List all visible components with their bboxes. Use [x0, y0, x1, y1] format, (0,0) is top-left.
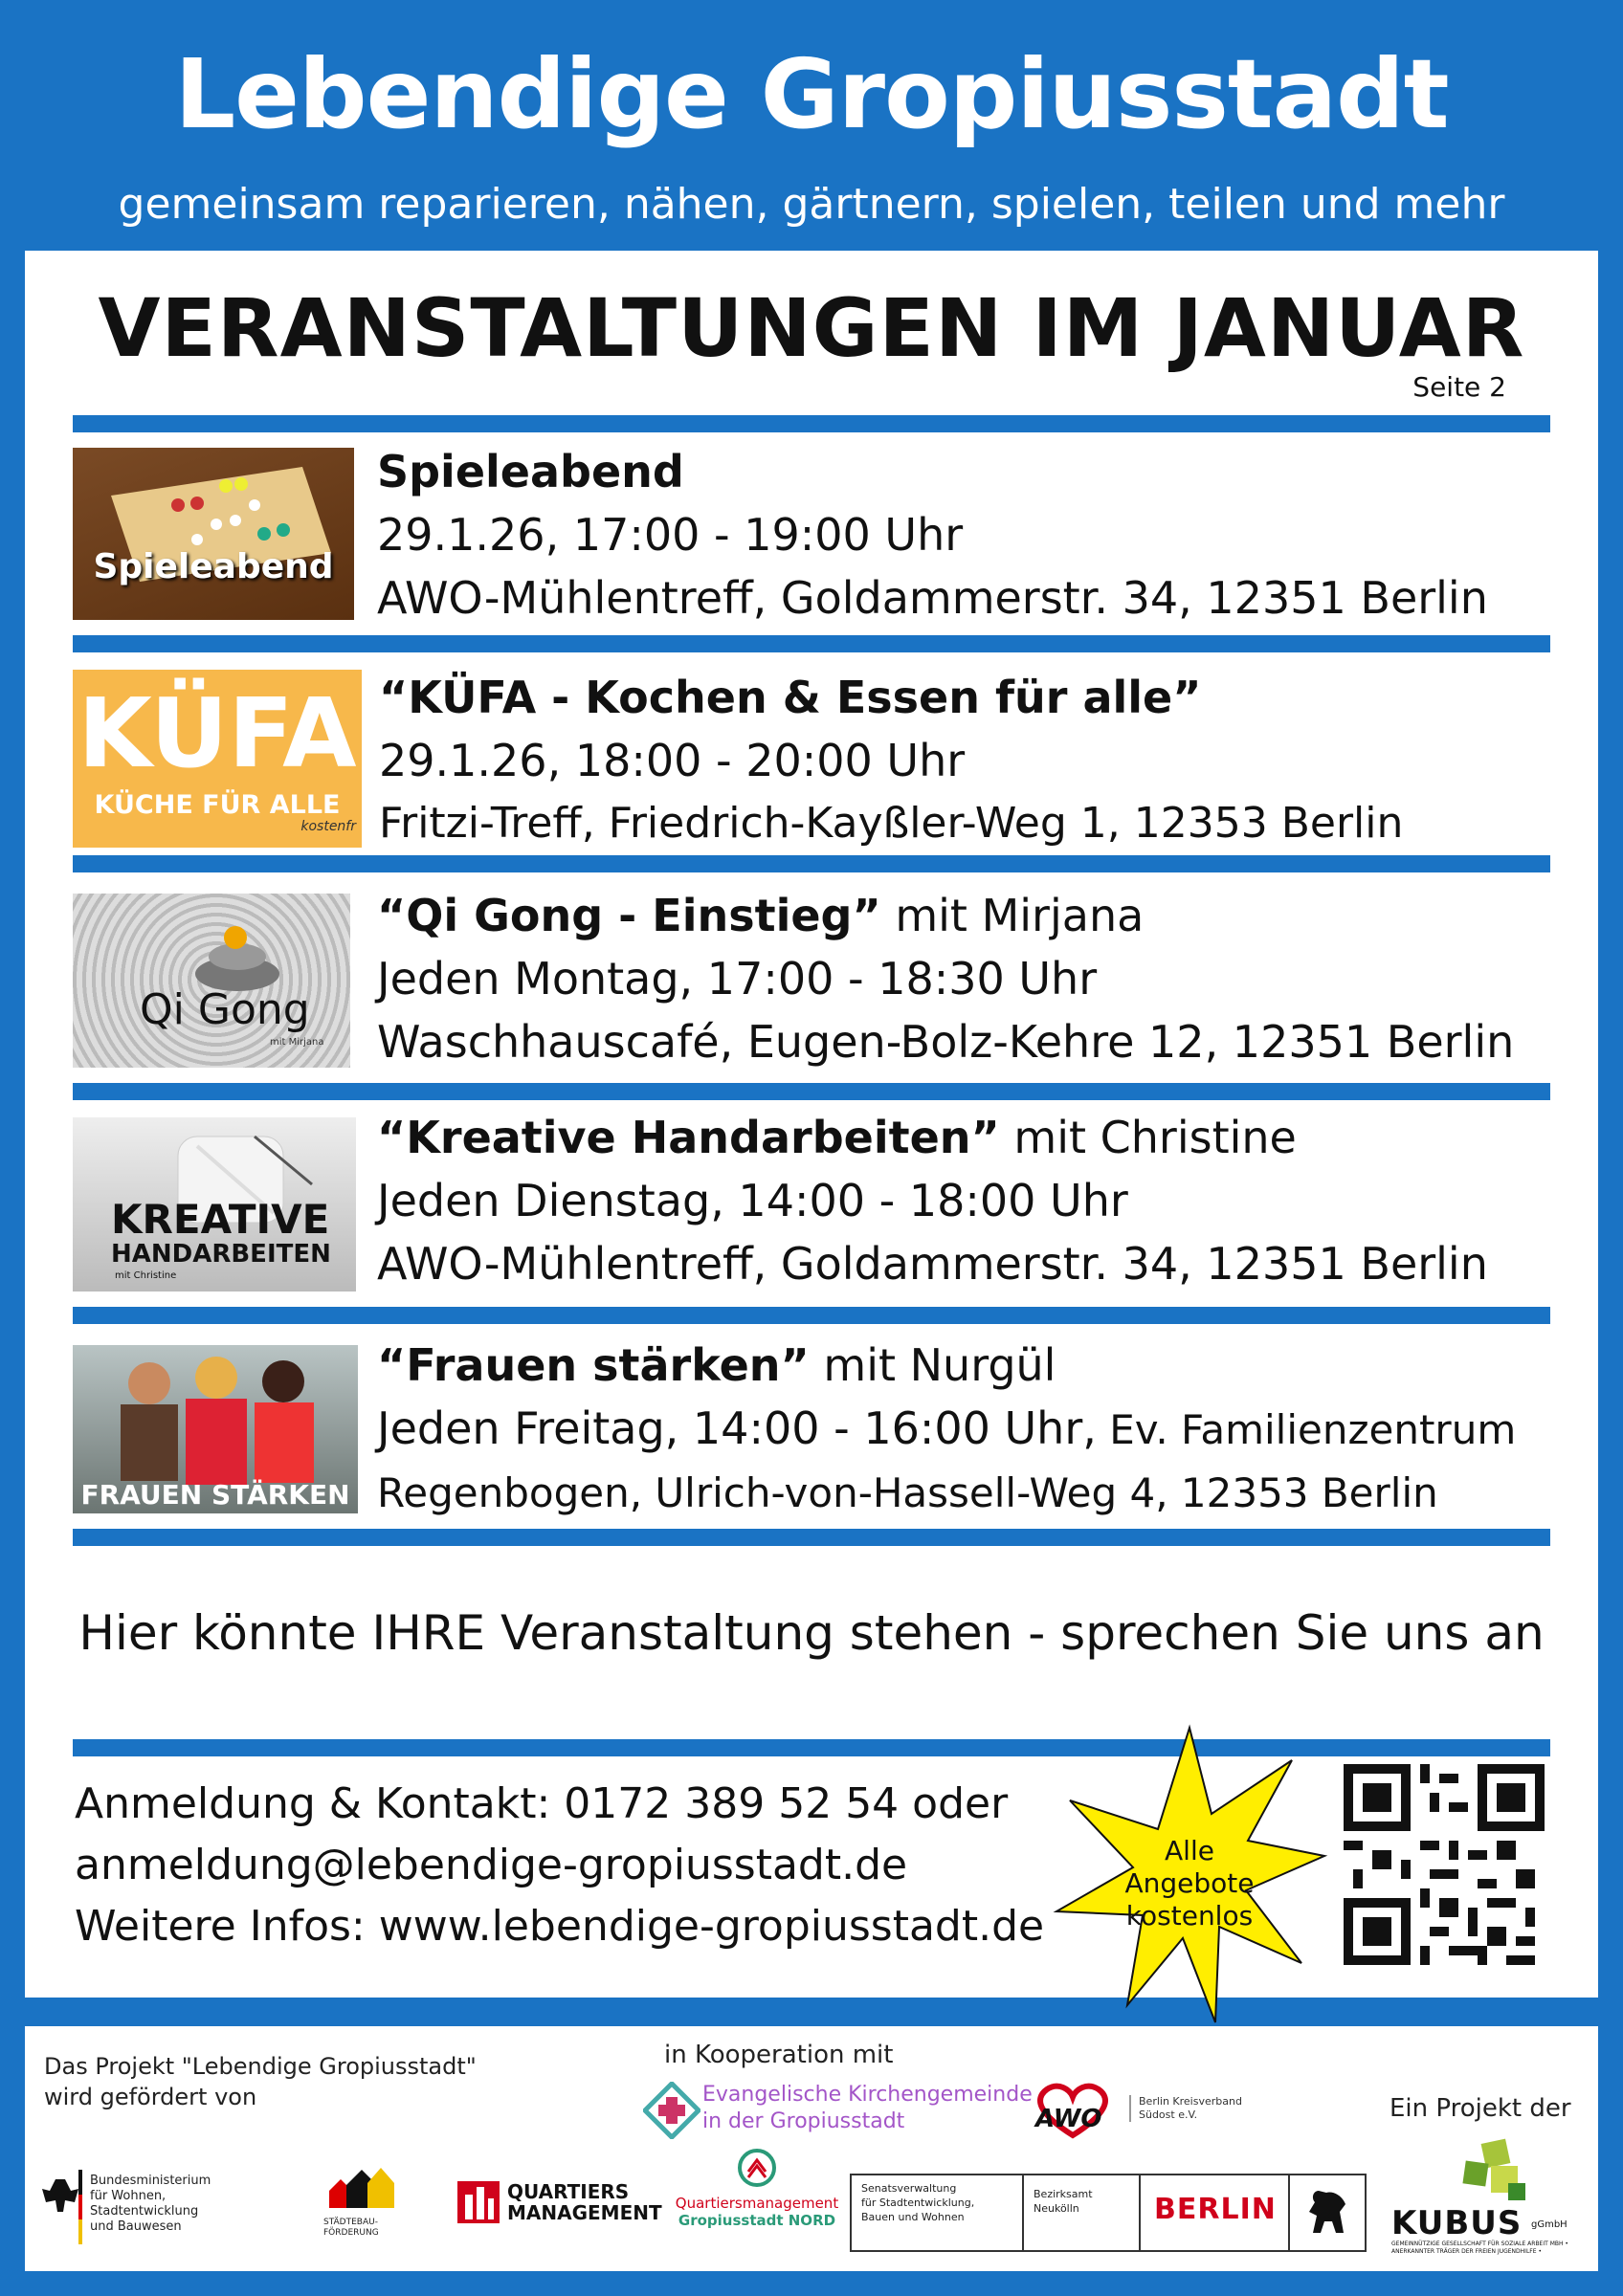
kubus-tagline: GEMEINNÜTZIGE GESELLSCHAFT FÜR SOZIALE ARBEIT MBH • ANERKANNTER TRÄGER DER FREIEN JUGENDHILFE • [1391, 2241, 1568, 2255]
ekg-name: Evangelische Kirchengemeinde [702, 2083, 1033, 2107]
thumb-sublabel: HANDARBEITEN [111, 1240, 331, 1269]
qm-gropiusstadt-logo [666, 2147, 848, 2242]
event-title: Spieleabend [377, 446, 684, 497]
kuefa-thumbnail [73, 670, 362, 848]
thumb-label: FRAUEN STÄRKEN [80, 1479, 350, 1511]
berlin-bear-icon [1300, 2183, 1357, 2241]
star-line: Alle [1165, 1835, 1214, 1866]
event-item [73, 890, 1566, 1068]
board-game-icon [73, 448, 354, 620]
sen-text: Senatsverwaltung [861, 2182, 957, 2195]
contact-email[interactable]: anmeldung@lebendige-gropiusstadt.de [75, 1841, 908, 1889]
qm-logo [457, 2180, 662, 2235]
thumb-label: Qi Gong [140, 985, 310, 1034]
event-host: mit Mirjana [880, 890, 1145, 941]
handarbeiten-thumbnail [73, 1117, 356, 1292]
event-item [73, 670, 1566, 848]
event-venue: Ev. Familienzentrum [1096, 1406, 1517, 1453]
kubus-text: KUBUS [1391, 2204, 1523, 2242]
events-heading: VERANSTALTUNGEN IM JANUAR [98, 281, 1525, 375]
bmw-text: und Bauwesen [90, 2219, 182, 2234]
event-time: Jeden Freitag, 14:00 - 16:00 Uhr, [377, 1402, 1097, 1454]
event-item [73, 1339, 1566, 1516]
event-location: Regenbogen, Ulrich-von-Hassell-Weg 4, 12353 Berlin [377, 1469, 1438, 1516]
qmg-text: Quartiersmanagement [675, 2195, 839, 2212]
event-host: mit Christine [999, 1112, 1297, 1163]
call-to-action: Hier könnte IHRE Veranstaltung stehen - sprechen Sie uns an [78, 1605, 1545, 1661]
thumb-note: mit Christine [115, 1270, 177, 1281]
qmg-text: Gropiusstadt NORD [678, 2212, 836, 2229]
bez-text: Bezirksamt [1034, 2188, 1093, 2200]
federal-eagle-icon [36, 2170, 84, 2246]
funding-note [44, 2051, 477, 2112]
footer [25, 2026, 1598, 2271]
awo-text: AWO [1035, 2105, 1102, 2133]
bmw-text: für Wohnen, Stadtentwicklung [90, 2189, 199, 2219]
event-item [73, 1112, 1566, 1292]
divider-bar [73, 1307, 1550, 1324]
bmw-text: Bundesministerium [90, 2174, 211, 2188]
sen-text: für Stadtentwicklung, [861, 2197, 975, 2209]
houses-icon [323, 2160, 400, 2214]
berlin-authorities-logo [850, 2174, 1367, 2252]
star-line: Angebote [1124, 1867, 1255, 1899]
qr-code[interactable] [1344, 1764, 1545, 1965]
thumb-label: KÜFA [78, 677, 357, 789]
event-location: AWO-Mühlentreff, Goldammerstr. 34, 12351 Berlin [377, 572, 1488, 624]
divider-bar [73, 1529, 1550, 1546]
frauen-thumbnail [73, 1345, 358, 1513]
divider-bar [73, 415, 1550, 432]
qm-text: QUARTIERS [507, 2180, 630, 2203]
contact-phone: Anmeldung & Kontakt: 0172 389 52 54 oder [75, 1779, 1009, 1828]
event-time: Jeden Dienstag, 14:00 - 18:00 Uhr [377, 1175, 1128, 1226]
qm-nord-icon [666, 2147, 848, 2191]
ekg-name: in der Gropiusstadt [702, 2109, 905, 2133]
kubus-logo [1388, 2137, 1589, 2262]
event-time: 29.1.26, 18:00 - 20:00 Uhr [379, 735, 966, 786]
event-location: AWO-Mühlentreff, Goldammerstr. 34, 12351 Berlin [377, 1238, 1488, 1290]
staedtebaufoerderung-logo [323, 2160, 410, 2256]
event-title: “Qi Gong - Einstieg” [377, 890, 881, 941]
main-panel [25, 251, 1598, 1998]
event-title: “Frauen stärken” [377, 1339, 810, 1391]
bez-text: Neukölln [1034, 2202, 1079, 2215]
ekg-cross-icon [643, 2082, 700, 2139]
kubus-cubes-icon [1455, 2137, 1589, 2204]
berlin-text: BERLIN [1154, 2193, 1277, 2226]
page-number: Seite 2 [1412, 371, 1506, 403]
divider-bar [73, 855, 1550, 872]
event-time: 29.1.26, 17:00 - 19:00 Uhr [377, 509, 964, 561]
event-location: Fritzi-Treff, Friedrich-Kayßler-Weg 1, 12353 Berlin [379, 799, 1404, 848]
thumb-sublabel: KÜCHE FÜR ALLE [94, 790, 341, 820]
funding-line: wird gefördert von [44, 2084, 257, 2110]
awo-sub: Südost e.V. [1139, 2108, 1198, 2121]
funding-line: Das Projekt "Lebendige Gropiusstadt" [44, 2053, 477, 2080]
event-location: Waschhauscafé, Eugen-Bolz-Kehre 12, 12351 Berlin [377, 1016, 1515, 1068]
sen-text: Bauen und Wohnen [861, 2211, 965, 2223]
spieleabend-thumbnail [73, 448, 354, 620]
event-title: “Kreative Handarbeiten” [377, 1112, 1000, 1163]
divider-bar [73, 1083, 1550, 1100]
contact-block [75, 1774, 1044, 1957]
bmw-logo [36, 2170, 276, 2246]
divider-bar [73, 1739, 1550, 1756]
thumb-sublabel: mit Mirjana [270, 1037, 324, 1048]
qm-text: MANAGEMENT [507, 2201, 662, 2224]
page-subtitle: gemeinsam reparieren, nähen, gärtnern, spielen, teilen und mehr [118, 180, 1505, 229]
thumb-label: Spieleabend [93, 547, 334, 586]
cooperation-label: in Kooperation mit [664, 2041, 894, 2069]
page-title: Lebendige Gropiusstadt [174, 38, 1449, 150]
contact-website[interactable]: Weitere Infos: www.lebendige-gropiusstadt.de [75, 1902, 1045, 1951]
star-line: kostenlos [1125, 1900, 1254, 1932]
divider-bar [73, 635, 1550, 652]
kubus-suffix: gGmbH [1531, 2219, 1567, 2230]
sbf-text: STÄDTEBAU- [323, 2218, 378, 2227]
sbf-text: FÖRDERUNG [323, 2228, 379, 2238]
event-title: “KÜFA - Kochen & Essen für alle” [379, 672, 1202, 723]
free-offer-starburst [1051, 1722, 1328, 2028]
project-of-label: Ein Projekt der [1390, 2094, 1571, 2123]
awo-logo [1030, 2080, 1259, 2141]
event-item [73, 446, 1566, 624]
thumb-note: kostenfr [300, 819, 356, 834]
qm-city-icon [457, 2181, 500, 2223]
header [0, 0, 1623, 251]
event-host: mit Nurgül [809, 1339, 1056, 1391]
thumb-label: KREATIVE [111, 1196, 330, 1243]
event-time: Jeden Montag, 17:00 - 18:30 Uhr [377, 953, 1098, 1004]
ekg-logo [643, 2082, 1045, 2139]
qigong-thumbnail [73, 894, 350, 1068]
awo-sub: Berlin Kreisverband [1139, 2095, 1242, 2108]
